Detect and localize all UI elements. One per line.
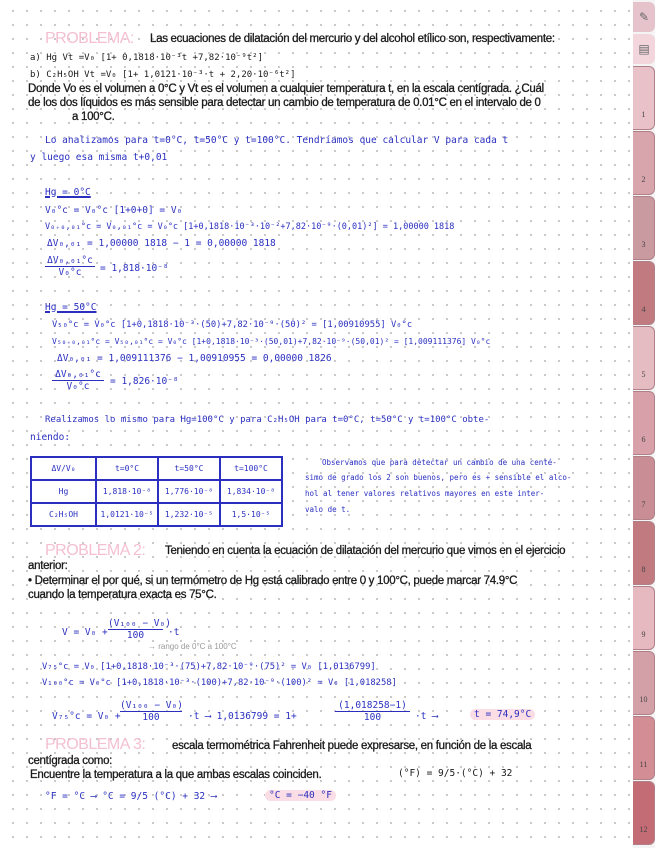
- section-tab-1[interactable]: 1: [633, 66, 655, 130]
- result-line-2: niendo:: [30, 432, 71, 443]
- section-tab-2[interactable]: 2: [633, 131, 655, 195]
- pen-icon[interactable]: ✎: [633, 2, 655, 32]
- fraction-denominator: V₀°c: [66, 381, 90, 392]
- problem-3-title: PROBLEMA 3:: [45, 736, 146, 753]
- table-cell: 1,834·10⁻⁸: [220, 480, 282, 503]
- calc-arrow: ·t ⟶: [415, 711, 438, 722]
- problem-3-line: Encuentre la temperatura a la que ambas escalas coinciden.: [30, 769, 322, 781]
- fraction-denominator: 100: [363, 712, 382, 723]
- observation-line: simo de grado los 2 son buenos, pero es + sensible el alco-: [305, 473, 572, 482]
- fraction-numerator: (V₁₀₀ − V₀): [120, 700, 183, 711]
- table-cell: 1,5·10⁻⁵: [220, 503, 282, 526]
- problem-2-line: Teniendo en cuenta la ecuación de dilatación del mercurio que vimos en el ejercicio: [165, 545, 566, 557]
- problem-3-line: centígrada como:: [28, 755, 113, 767]
- observation-line: hol al tener valores relativos mayores en este inter-: [305, 489, 545, 498]
- result-line-1: Realizamos lo mismo para Hg=100°C y para C₂H₅OH para t=0°C, t=50°C y t=100°C obte-: [45, 415, 490, 425]
- problem-1-statement: Las ecuaciones de dilatación del mercurio y del alcohol etílico son, respectivamente:: [150, 33, 555, 45]
- table-cell: 1,776·10⁻⁸: [158, 480, 220, 503]
- problem-2-title: PROBLEMA 2:: [45, 542, 146, 559]
- document-icon[interactable]: ▤: [633, 34, 655, 64]
- section-tab-12[interactable]: 12: [633, 781, 655, 845]
- problem-1-title: PROBLEMA:: [45, 30, 134, 47]
- highlighted-result: °C = −40 °F: [265, 790, 336, 801]
- calc-line: V₇₅°c = V₀ [1+0,1818·10⁻³·(75)+7,82·10⁻⁹·(75)² = V₀ [1,0136799]: [42, 662, 376, 672]
- question-line-1: Donde Vo es el volumen a 0°C y Vt es el volumen a cualquier temperatura t, en la escala centígrada. ¿Cuál: [28, 83, 544, 95]
- problem-2-line: • Determinar el por qué, si un termómetro de Hg está calibrado entre 0 y 100°C, puede marcar 74.9°C: [28, 575, 518, 587]
- observation-line: valo de t.: [305, 505, 351, 514]
- table-cell: 1,0121·10⁻⁵: [96, 503, 158, 526]
- table-row: [31, 480, 282, 503]
- table-header: t=0°C: [96, 457, 158, 480]
- fraction-denominator: 100: [142, 712, 160, 723]
- problem-2-line: anterior:: [28, 560, 68, 572]
- fraction-result: = 1,826·10⁻⁸: [110, 376, 179, 387]
- calc-line: V₅₀°c = V₀°c [1+0,1818·10⁻³·(50)+7,82·10⁻⁹·(50)² = [1,00910955] V₀°c: [52, 320, 413, 330]
- question-line-3: a 100°C.: [72, 111, 115, 123]
- section-tab-7[interactable]: 7: [633, 456, 655, 520]
- section-tab-6[interactable]: 6: [633, 391, 655, 455]
- calc-line: V₅₀₊₀,₀₁°c = V₅₀,₀₁°c = V₀°c [1+0,1818·10⁻³·(50,01)+7,82·10⁻⁹·(50,01)² = [1,009111376] V₀°c: [52, 337, 491, 346]
- table-cell: Hg: [31, 480, 96, 503]
- table-header-row: [31, 457, 282, 480]
- equation-a: a) Hg Vt =V₀ [1+ 0,1818·10⁻³t +7,82·10⁻⁹t²]: [30, 53, 263, 63]
- calc-line: ΔV₀,₀₁ = 1,00000 1818 − 1 = 0,00000 1818: [47, 238, 276, 249]
- fraction-denominator: 100: [126, 630, 145, 641]
- solution-line: °F = °C ⟶ °C = 9/5 (°C) + 32 ⟶: [45, 791, 217, 802]
- fraction-result: = 1,818·10⁻⁸: [100, 263, 169, 274]
- table-header: ΔV/V₀: [31, 457, 96, 480]
- calc-left: V₇₅°c = V₀ +: [52, 711, 121, 722]
- section-tab-4[interactable]: 4: [633, 261, 655, 325]
- question-line-2: de los dos líquidos es más sensible para detectar un cambio de temperatura de 0.01°C en el intervalo de 0: [28, 97, 541, 109]
- fraction-numerator: (V₁₀₀ − V₀): [108, 618, 171, 629]
- calc-line: ΔV₀,₀₁ = 1,009111376 − 1,00910955 = 0,00000 1826: [57, 353, 332, 364]
- problem-2-line: cuando la temperatura exacta es 75°C.: [28, 589, 217, 601]
- calc-line: V₁₀₀°c = V₀°c [1+0,1818·10⁻³·(100)+7,82·10⁻⁹·(100)² = V₀ [1,018258]: [42, 678, 397, 688]
- section-tab-5[interactable]: 5: [633, 326, 655, 390]
- table-header: t=50°C: [158, 457, 220, 480]
- section-tab-3[interactable]: 3: [633, 196, 655, 260]
- heading-hg-50: Hg = 50°C: [45, 302, 97, 313]
- formula-right: ·t: [168, 627, 180, 638]
- table-cell: 1,818·10⁻⁸: [96, 480, 158, 503]
- results-table: [30, 456, 283, 527]
- calc-middle: ·t ⟶ 1,0136799 = 1+: [188, 711, 297, 722]
- table-row: [31, 503, 282, 526]
- section-tab-8[interactable]: 8: [633, 521, 655, 585]
- range-note: → rango de 0°C a 100°C: [148, 642, 237, 651]
- calc-line: V₀₊₀,₀₁°c = V₀,₀₁°c = V₀°c [1+0,1818·10⁻³·10⁻²+7,82·10⁻⁹·(0,01)²] = 1,00000 1818: [45, 222, 455, 232]
- table-header: t=100°C: [220, 457, 282, 480]
- table-cell: 1,232·10⁻⁵: [158, 503, 220, 526]
- section-tab-9[interactable]: 9: [633, 586, 655, 650]
- heading-hg-0: Hg = 0°C: [45, 187, 91, 198]
- highlighted-result: t = 74,9°C: [470, 709, 535, 720]
- table-cell: C₂H₅OH: [31, 503, 96, 526]
- fraction-numerator: ΔV₀,₀₁°c: [52, 369, 104, 381]
- fraction-numerator: ΔV₀,₀₁°c: [45, 255, 95, 267]
- formula-left: V = V₀ +: [62, 627, 108, 638]
- section-tab-10[interactable]: 10: [633, 651, 655, 715]
- observation-line: Observamos que para detectar un cambio de una centé-: [322, 458, 557, 467]
- fraction-numerator: (1,018258−1): [335, 700, 410, 712]
- note-line-1: Lo analizamos para t=0°C, t=50°C y t=100°C. Tendríamos que calcular V para cada t: [45, 135, 509, 146]
- fahrenheit-formula: (°F) = 9/5·(°C) + 32: [398, 768, 513, 779]
- note-line-2: y luego esa misma t+0,01: [30, 152, 168, 163]
- section-tab-11[interactable]: 11: [633, 716, 655, 780]
- problem-3-line: escala termométrica Fahrenheit puede expresarse, en función de la escala: [172, 740, 532, 752]
- equation-b: b) C₂H₅OH Vt =V₀ [1+ 1,0121·10⁻³·t + 2,20·10⁻⁶t²]: [30, 70, 296, 80]
- fraction-denominator: V₀°c: [58, 267, 82, 278]
- calc-line: V₀°c = V₀°c [1+0+0] = V₀: [45, 205, 183, 216]
- section-tabs-sidebar: [633, 0, 655, 848]
